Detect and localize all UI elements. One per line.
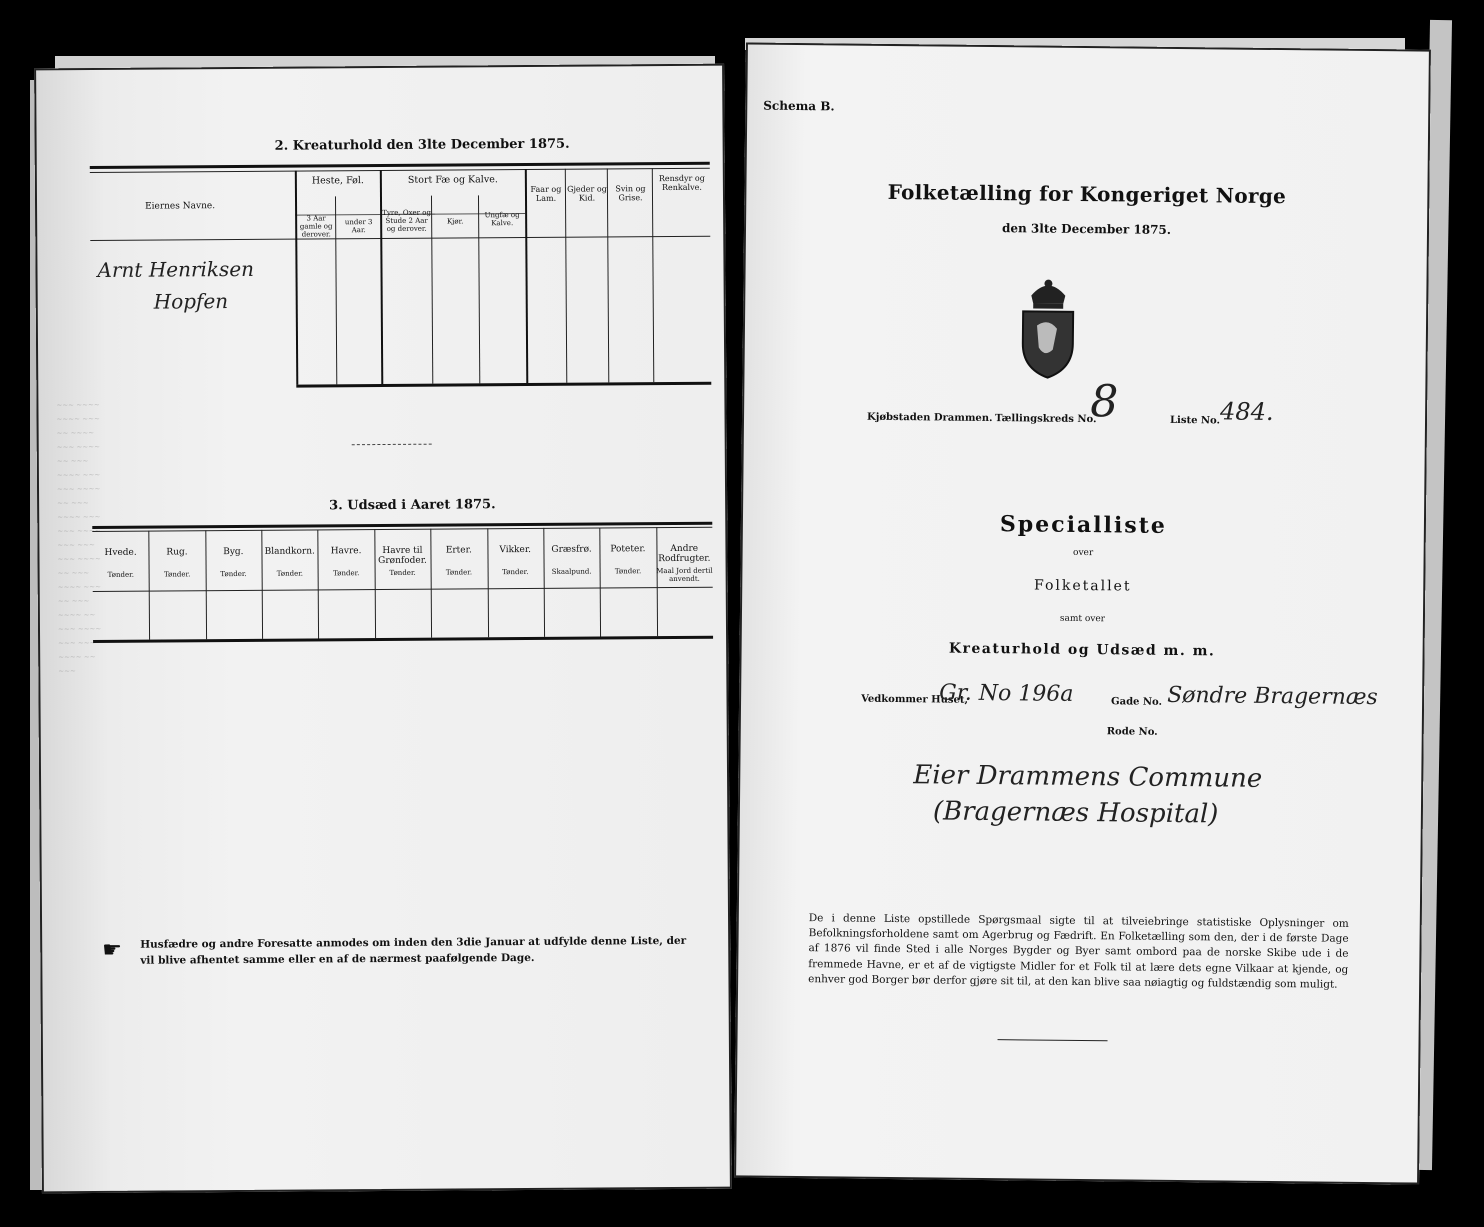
special-list-title: Specialliste [999,511,1168,539]
col-owner-names: Eiernes Navne. [145,201,216,212]
kreds-number: 8 [1089,376,1119,428]
bleed-through-text: ~~~ ~~~~ ~~~~ ~~~ ~~ ~~~~ ~~~ ~~~~ ~~ ~~~ ~~~~ ~~~ ~~~ ~~~~ ~~ ~~~ ~~~~ ~~~ ~~~ ~~~~ ~~~ ~~~ ~~~ ~~~~ ~~ ~~~ ~~~~ ~~~ ~~ ~~~ ~~~~ ~~ ~~~ ~~~~ ~~~ ~~~ ~~~~ ~~ ~~~ [56,400,102,676]
left-page [34,64,732,1194]
right-page [734,42,1431,1184]
schema-label: Schema B. [763,98,835,114]
footer-note: Husfædre og andre Foresatte anmodes om inden den 3die Januar at udfylde denne Liste, der vil blive afhentet samme eller en af de nærmest paafølgende Dage. [140,934,687,967]
col-cattle: Stort Fæ og Kalve. [407,174,498,186]
gade-label: Gade No. [1111,696,1163,708]
sowing-col-unit: Tønder. [502,567,529,577]
closing-rule [998,1039,1108,1041]
livestock-sowing-title: Kreaturhold og Udsæd m. m. [948,640,1216,660]
census-title: Folketælling for Kongeriget Norge [887,179,1287,209]
sowing-col-unit: Tønder. [389,568,416,577]
liste-number: 484. [1219,397,1274,426]
section3-title: 3. Udsæd i Aaret 1875. [329,497,496,514]
owner-line1: Eier Drammens Commune [913,760,1263,794]
col-cattle-bulls: Tyre, Oxer og Stude 2 Aar og derover. [382,208,431,234]
col-horses-3yr: 3 Aar gamle og derover. [299,214,333,239]
handwritten-owner-line2: Hopfen [153,289,229,314]
col-cattle-young: Ungfæ og Kalve. [484,211,520,228]
pointing-hand-icon: ☛ [102,937,123,963]
sowing-col-name: Hvede. [104,547,137,558]
sowing-col-name: Græsfrø. [551,544,592,555]
sowing-col-name: Poteter. [610,544,646,555]
col-reindeer: Rensdyr og Renkalve. [658,173,705,193]
samt-over-text: samt over [1059,613,1106,625]
sowing-col-unit: Tønder. [333,569,360,578]
sowing-col-unit: Tønder. [163,570,191,579]
sowing-col-name: Vikker. [499,544,532,556]
folketallet-title: Folketallet [1033,577,1132,595]
kjobstad-label: Kjøbstaden Drammen. [866,411,993,425]
handwritten-owner-line1: Arnt Henriksen [97,256,255,282]
sowing-col-unit: Tønder. [107,570,134,579]
notice-paragraph: De i denne Liste opstillede Spørgsmaal sigte til at tilveiebringe statistiske Oplysninger om Befolkningsforholdene samt om Agerbrug og Fædrift. En Folketælling som den, der i de første Dage af 1876 vil finde Sted i alle Norges Bygder og Byer samt ombord paa de norske Skibe ude i de fremmede Havne, er et af de vigtigste Midler for et Folk til at lære dets egne Vilkaar at kjende, og enhver god Borger bør derfor gjøre sit til, at den kan blive saa nøiagtig og fuldstændig som muligt. [808,912,1349,991]
col-pigs: Svin og Grise. [615,184,646,203]
rode-label: Rode No. [1106,726,1158,738]
sowing-col-name: Havre til Grønfoder. [378,545,427,567]
sowing-col-unit: Maal Jord dertil anvendt. [656,566,713,584]
sowing-col-name: Erter. [445,545,472,556]
census-date: den 3lte December 1875. [1001,221,1172,237]
norwegian-coat-of-arms-icon [1012,273,1083,384]
col-horses: Heste, Føl. [311,175,364,187]
vedkommer-label: Vedkommer Huset, [861,693,969,706]
sowing-col-name: Byg. [223,546,244,558]
col-goats: Gjeder og Kid. [567,184,607,203]
liste-label: Liste No. [1169,414,1221,427]
sowing-col-unit: Tønder. [445,568,473,577]
house-number: Gr. No 196a [939,680,1074,707]
sowing-col-unit: Tønder. [614,567,642,576]
sowing-col-name: Blandkorn. [264,546,315,557]
separator-dash [352,444,432,446]
owner-line2: (Bragernæs Hospital) [932,796,1219,830]
section2-title: 2. Kreaturhold den 3lte December 1875. [274,136,570,154]
over-text: over [1073,547,1094,559]
col-cattle-cows: Kjør. [446,217,464,226]
col-horses-under3: under 3 Aar. [344,218,373,235]
col-sheep: Faar og Lam. [530,184,562,204]
sowing-col-unit: Tønder. [276,569,304,578]
sowing-col-name: Rug. [166,547,188,558]
sowing-col-name: Havre. [330,546,362,557]
sowing-col-unit: Skaalpund. [551,567,592,576]
sowing-col-name: Andre Rodfrugter. [658,543,711,565]
street-name: Søndre Bragernæs [1167,682,1378,711]
sowing-col-unit: Tønder. [220,569,247,579]
kreds-label: Tællingskreds No. [994,413,1097,426]
